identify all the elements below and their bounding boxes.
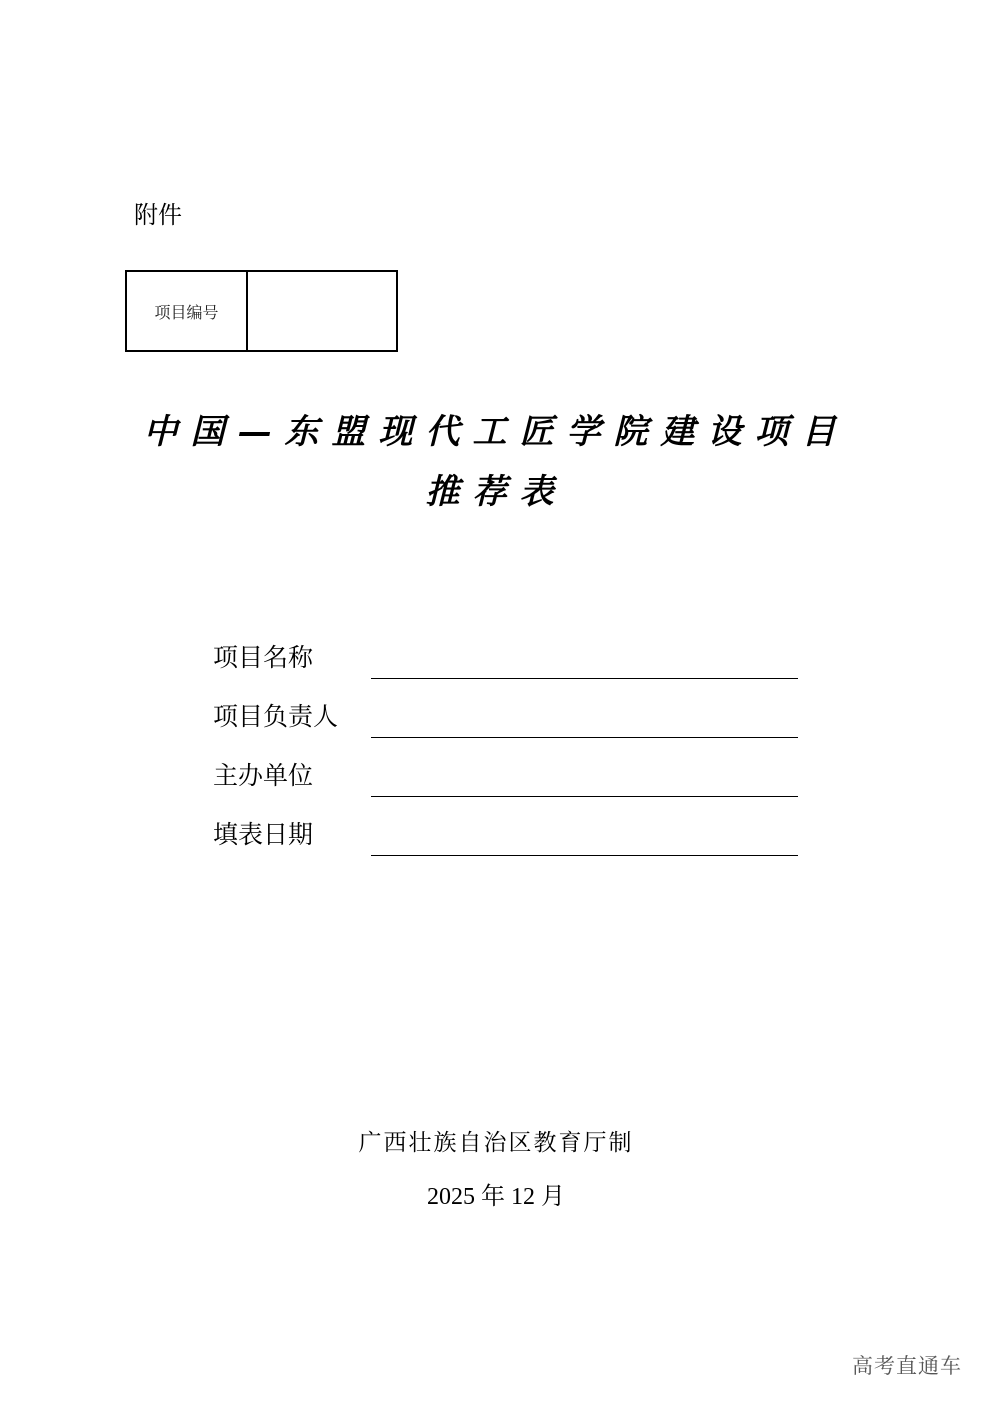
document-title-line-1: 中国—东盟现代工匠学院建设项目 <box>143 412 849 452</box>
issue-date: 2025 年 12 月 <box>427 1184 565 1210</box>
field-row-fill-date <box>213 813 813 872</box>
project-code-table <box>125 270 398 352</box>
field-label-fill-date: 填表日期 <box>213 820 314 849</box>
field-input-fill-date[interactable] <box>371 855 798 856</box>
field-input-project-leader[interactable] <box>371 737 798 738</box>
field-label-project-name: 项目名称 <box>213 643 314 672</box>
project-code-label: 项目编号 <box>127 272 248 350</box>
field-input-host-unit[interactable] <box>371 796 798 797</box>
project-code-value[interactable] <box>248 272 396 350</box>
field-row-host-unit <box>213 754 813 813</box>
document-title-line-2: 推荐表 <box>425 472 567 512</box>
field-row-project-leader <box>213 695 813 754</box>
field-label-project-leader: 项目负责人 <box>213 702 339 731</box>
attachment-label: 附件 <box>134 201 182 229</box>
field-input-project-name[interactable] <box>371 678 798 679</box>
issuer: 广西壮族自治区教育厅制 <box>358 1130 634 1156</box>
field-label-host-unit: 主办单位 <box>213 761 314 790</box>
form-fields <box>213 636 813 872</box>
watermark: 高考直通车 <box>852 1354 962 1378</box>
field-row-project-name <box>213 636 813 695</box>
